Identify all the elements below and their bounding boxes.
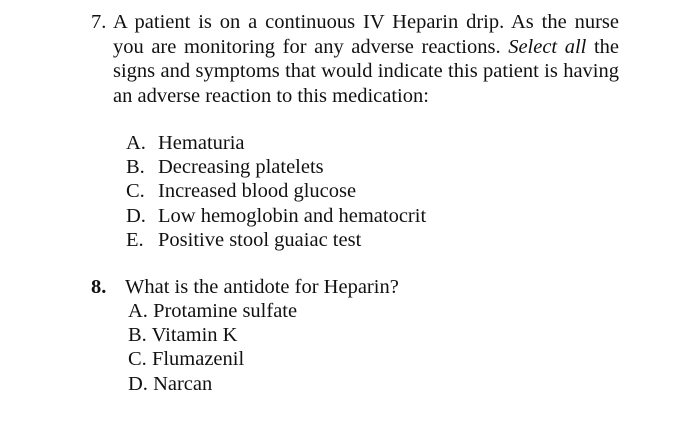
option-text: Low hemoglobin and hematocrit <box>158 204 427 227</box>
question-7-option-b <box>126 155 426 179</box>
question-8-number: 8. <box>91 276 107 298</box>
question-7-option-e <box>126 228 426 252</box>
option-letter: E. <box>126 228 144 251</box>
question-7-stem-part2: the signs and symptoms that would indicate this patient is having an adverse reaction to this medication: <box>113 35 619 107</box>
option-letter: A. <box>126 132 146 154</box>
question-7-option-c <box>126 179 426 203</box>
option-letter: B. <box>128 324 147 347</box>
option-text: Narcan <box>153 372 213 395</box>
question-7-select-all-emphasis: Select all <box>508 35 587 58</box>
question-8-option-a <box>128 299 297 323</box>
question-8-options <box>128 299 297 396</box>
question-7-option-d <box>126 204 426 228</box>
option-text: Flumazenil <box>151 348 245 371</box>
question-8-option-d <box>128 372 297 396</box>
question-8-option-b <box>128 323 297 347</box>
option-text: Decreasing platelets <box>158 156 324 179</box>
question-7-option-a <box>126 131 426 155</box>
option-text: Protamine sulfate <box>153 300 298 322</box>
option-text: Positive stool guaiac test <box>158 228 362 251</box>
option-letter: C. <box>126 180 145 203</box>
question-8-option-c <box>128 347 297 371</box>
question-7-stem <box>113 10 619 108</box>
question-7-stem-part1: A patient is on a continuous IV Heparin drip. As the nurse you are monitoring for any adverse reactions. <box>113 11 619 58</box>
option-letter: C. <box>128 348 147 371</box>
option-letter: D. <box>126 204 146 227</box>
option-letter: D. <box>128 372 148 395</box>
question-7-number: 7. <box>91 11 107 33</box>
option-letter: B. <box>126 156 145 179</box>
option-text: Hematuria <box>158 132 245 154</box>
option-letter: A. <box>128 300 148 322</box>
option-text: Vitamin K <box>151 324 238 347</box>
option-text: Increased blood glucose <box>158 180 357 203</box>
question-7-options <box>126 131 426 252</box>
question-8-stem: What is the antidote for Heparin? <box>125 276 399 298</box>
